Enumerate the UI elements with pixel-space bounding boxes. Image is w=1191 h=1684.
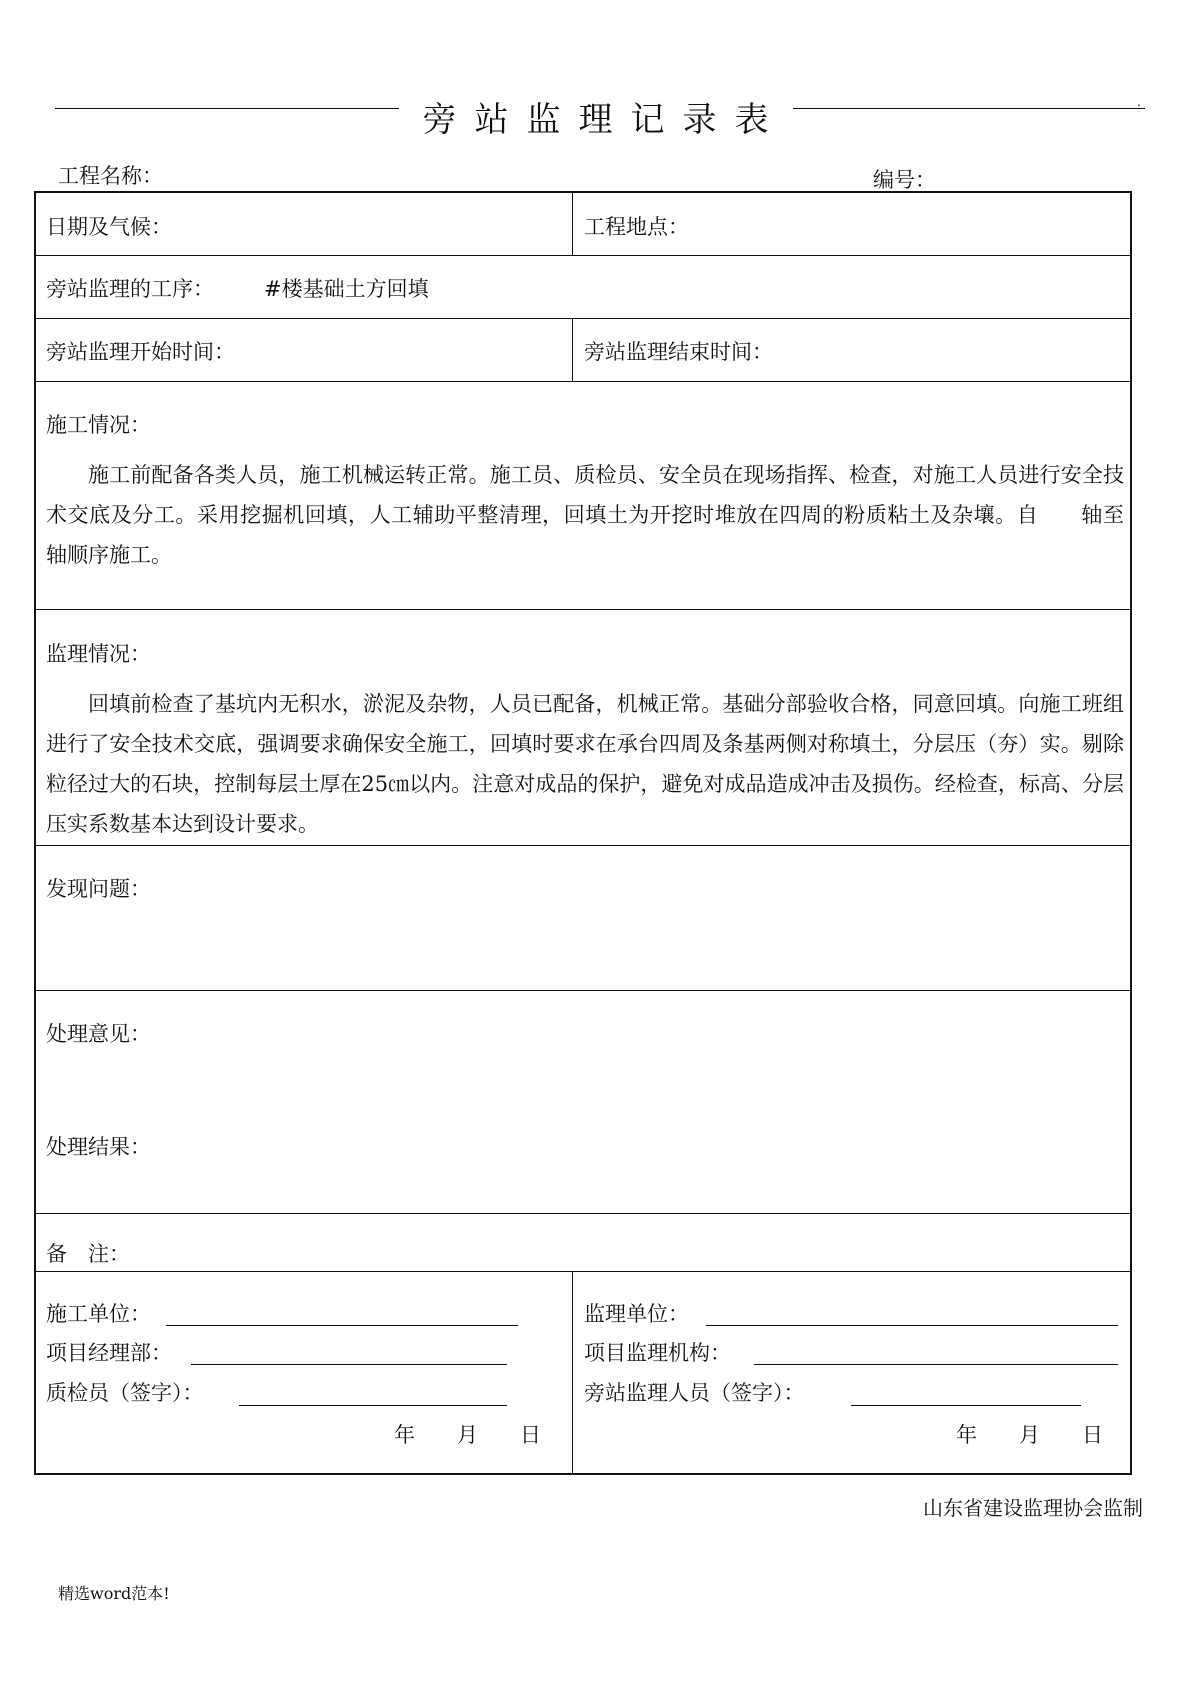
row-divider <box>36 381 1130 382</box>
col-divider <box>572 193 573 255</box>
supervision-org-label: 项目监理机构： <box>584 1341 731 1365</box>
construction-date: 年 月 日 <box>394 1423 541 1447</box>
supervision-date: 年 月 日 <box>956 1423 1103 1447</box>
row-divider <box>36 990 1130 991</box>
construction-text: 施工前配备各类人员，施工机械运转正常。施工员、质检员、安全员在现场指挥、检查，对施工人员进行安全技术交底及分工。采用挖掘机回填，人工辅助平整清理，回填土为开挖时堆放在四周的粉质粘土及杂壤。自 轴至 轴顺序施工。 <box>46 463 1187 567</box>
opinion-label: 处理意见： <box>46 1022 151 1046</box>
project-dept-line[interactable] <box>191 1364 507 1365</box>
result-label: 处理结果： <box>46 1135 151 1159</box>
project-dept-label: 项目经理部： <box>46 1341 172 1365</box>
row-divider <box>36 318 1130 319</box>
location-label: 工程地点： <box>584 215 689 239</box>
row-divider <box>36 609 1130 610</box>
supervisor-sign-label: 旁站监理人员（签字）： <box>584 1381 805 1405</box>
corner-mark: . <box>1137 95 1141 109</box>
remarks-label: 备 注： <box>46 1242 130 1266</box>
process-value: #楼基础土方回填 <box>264 277 429 301</box>
inspector-sign-line[interactable] <box>239 1405 507 1406</box>
supervisor-sign-line[interactable] <box>851 1405 1081 1406</box>
record-form <box>34 191 1187 1475</box>
construction-label: 施工情况： <box>46 413 151 437</box>
supervision-unit-line[interactable] <box>706 1325 1118 1326</box>
inspector-sign-label: 质检员（签字）： <box>46 1381 204 1405</box>
row-divider <box>36 1271 1130 1272</box>
row-divider <box>36 255 1130 256</box>
col-divider <box>572 1271 573 1475</box>
footer-org: 山东省建设监理协会监制 <box>923 1496 1143 1520</box>
end-time-label: 旁站监理结束时间： <box>584 340 773 364</box>
supervision-label: 监理情况： <box>46 642 151 666</box>
construction-unit-line[interactable] <box>166 1325 518 1326</box>
supervision-org-line[interactable] <box>754 1364 1118 1365</box>
col-divider <box>572 318 573 381</box>
date-weather-label: 日期及气候： <box>46 215 172 239</box>
start-time-label: 旁站监理开始时间： <box>46 340 235 364</box>
row-divider <box>36 845 1130 846</box>
problems-label: 发现问题： <box>46 877 151 901</box>
construction-unit-label: 施工单位： <box>46 1302 151 1326</box>
row-divider <box>36 1213 1130 1214</box>
supervision-text: 回填前检查了基坑内无积水，淤泥及杂物，人员已配备，机械正常。基础分部验收合格，同意回填。向施工班组进行了安全技术交底，强调要求确保安全施工，回填时要求在承台四周及条基两侧对称填土，分层压（夯）实。剔除粒径过大的石块，控制每层土厚在25㎝以内。注意对成品的保护，避免对成品造成冲击及损伤。经检查，标高、分层压实系数基本达到设计要求。 <box>46 692 1124 836</box>
process-label: 旁站监理的工序： <box>46 277 214 301</box>
footer-note: 精选word范本! <box>58 1584 170 1603</box>
supervision-unit-label: 监理单位： <box>584 1302 689 1326</box>
page-title: 旁站监理记录表 <box>0 92 1191 141</box>
number-label: 编号： <box>873 168 936 192</box>
project-name-label: 工程名称： <box>58 164 163 188</box>
